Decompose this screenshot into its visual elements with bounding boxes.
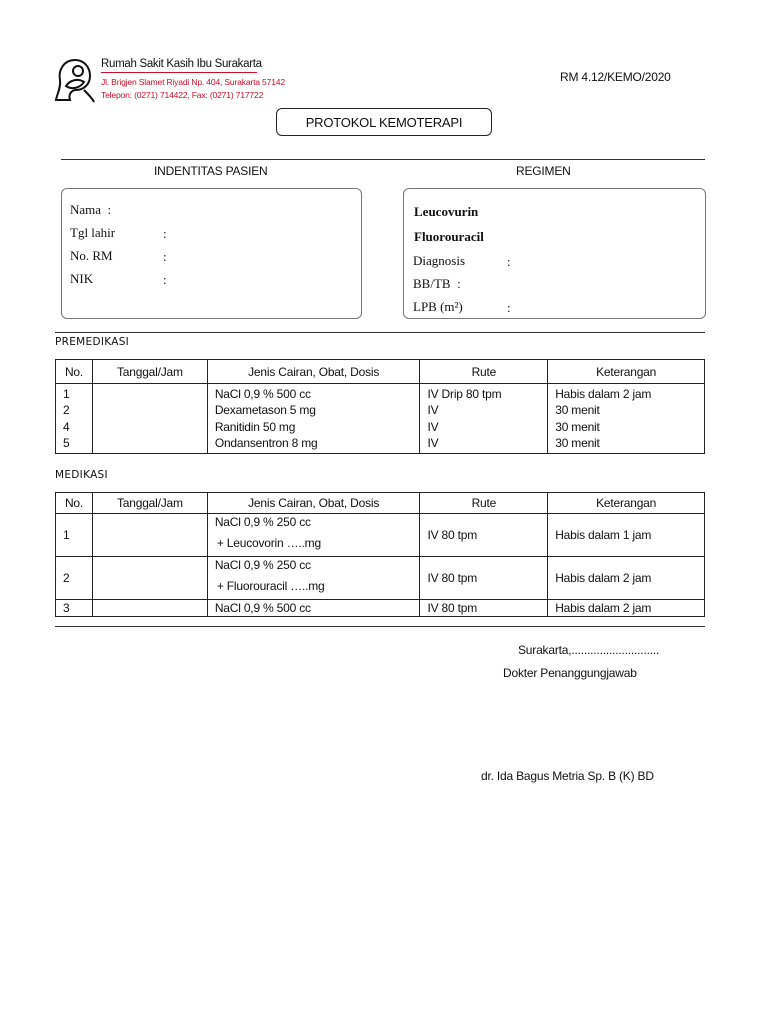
field-sep: : bbox=[163, 226, 167, 241]
col-header: Tanggal/Jam bbox=[92, 493, 207, 514]
cell-value: 30 menit bbox=[555, 419, 600, 434]
regimen-field-diagnosis[interactable] bbox=[413, 253, 465, 269]
cell-obat bbox=[207, 384, 420, 454]
divider bbox=[55, 626, 705, 627]
field-sep: : bbox=[507, 254, 511, 269]
cell-no: 3 bbox=[56, 600, 93, 617]
cell-value: 30 menit bbox=[555, 435, 600, 450]
regimen-drug-1: Leucovurin bbox=[414, 204, 479, 219]
field-sep: : bbox=[107, 202, 112, 217]
table-row bbox=[56, 384, 705, 454]
regimen-heading: REGIMEN bbox=[516, 164, 571, 178]
col-header: No. bbox=[56, 493, 93, 514]
cell-obat bbox=[207, 557, 420, 600]
signature-role: Dokter Penanggungjawab bbox=[503, 666, 637, 680]
cell-no bbox=[56, 384, 93, 454]
cell-value: 4 bbox=[63, 419, 70, 434]
col-header: Rute bbox=[420, 360, 548, 384]
cell-keterangan: Habis dalam 2 jam bbox=[548, 557, 705, 600]
cell-rute: IV 80 tpm bbox=[420, 557, 548, 600]
cell-value: 1 bbox=[63, 387, 70, 401]
field-sep: : bbox=[457, 276, 461, 291]
col-header: Tanggal/Jam bbox=[92, 360, 207, 384]
cell-value: IV bbox=[427, 403, 439, 418]
patient-field-tgl-lahir[interactable] bbox=[70, 225, 115, 241]
table-row bbox=[56, 557, 705, 600]
field-label: Nama bbox=[70, 202, 102, 217]
divider bbox=[55, 332, 705, 333]
regimen-field-bbtb[interactable] bbox=[413, 276, 461, 292]
divider bbox=[61, 159, 705, 160]
regimen-drug-2: Fluorouracil bbox=[414, 229, 484, 244]
cell-value: NaCl 0,9 % 500 cc bbox=[214, 387, 311, 401]
patient-field-no-rm[interactable] bbox=[70, 248, 113, 264]
cell-keterangan: Habis dalam 1 jam bbox=[548, 514, 705, 557]
cell-tanggal[interactable] bbox=[92, 557, 207, 600]
field-label: LPB (m²) bbox=[413, 299, 463, 314]
field-label: NIK bbox=[70, 271, 94, 286]
col-header: Jenis Cairan, Obat, Dosis bbox=[207, 493, 420, 514]
cell-keterangan bbox=[548, 384, 705, 454]
col-header: No. bbox=[56, 360, 93, 384]
cell-value: 30 menit bbox=[555, 403, 600, 418]
field-label: No. RM bbox=[70, 248, 113, 263]
cell-value[interactable]: + Leucovorin …..mg bbox=[216, 536, 321, 550]
hospital-address: Jl. Brigjen Slamet Riyadi Np. 404, Surakarta 57142 bbox=[101, 77, 285, 87]
cell-tanggal[interactable] bbox=[92, 384, 207, 454]
col-header: Rute bbox=[420, 493, 548, 514]
field-label: BB/TB bbox=[413, 276, 451, 291]
cell-value: 2 bbox=[63, 403, 70, 418]
header-underline bbox=[101, 72, 257, 73]
patient-field-nik[interactable] bbox=[70, 271, 93, 287]
medikasi-heading: MEDIKASI bbox=[55, 469, 108, 481]
cell-obat: NaCl 0,9 % 500 cc bbox=[207, 600, 420, 617]
field-label: Diagnosis bbox=[413, 253, 465, 268]
cell-rute: IV 80 tpm bbox=[420, 600, 548, 617]
document-code: RM 4.12/KEMO/2020 bbox=[560, 70, 671, 84]
col-header: Keterangan bbox=[548, 360, 705, 384]
field-label: Tgl lahir bbox=[70, 225, 116, 240]
cell-value: NaCl 0,9 % 250 cc bbox=[214, 558, 311, 572]
premedikasi-table bbox=[55, 359, 705, 454]
cell-rute bbox=[420, 384, 548, 454]
cell-no: 2 bbox=[56, 557, 93, 600]
regimen-field-lpb[interactable] bbox=[413, 299, 463, 315]
cell-value: Ondansentron 8 mg bbox=[214, 435, 318, 450]
cell-obat bbox=[207, 514, 420, 557]
col-header: Jenis Cairan, Obat, Dosis bbox=[207, 360, 420, 384]
patient-heading: INDENTITAS PASIEN bbox=[154, 164, 268, 178]
cell-value: IV Drip 80 tpm bbox=[427, 387, 502, 401]
cell-value: NaCl 0,9 % 250 cc bbox=[214, 515, 311, 529]
hospital-logo-icon bbox=[54, 56, 96, 104]
table-row bbox=[56, 514, 705, 557]
cell-rute: IV 80 tpm bbox=[420, 514, 548, 557]
cell-tanggal[interactable] bbox=[92, 514, 207, 557]
signature-doctor-name: dr. Ida Bagus Metria Sp. B (K) BD bbox=[481, 769, 654, 783]
cell-value: Ranitidin 50 mg bbox=[214, 419, 296, 434]
cell-no: 1 bbox=[56, 514, 93, 557]
hospital-name: Rumah Sakit Kasih Ibu Surakarta bbox=[101, 58, 262, 70]
field-sep: : bbox=[163, 272, 167, 287]
medikasi-table bbox=[55, 492, 705, 617]
page-title: PROTOKOL KEMOTERAPI bbox=[276, 108, 492, 136]
cell-value[interactable]: + Fluorouracil …..mg bbox=[216, 579, 325, 593]
table-header-row bbox=[56, 493, 705, 514]
cell-tanggal[interactable] bbox=[92, 600, 207, 617]
col-header: Keterangan bbox=[548, 493, 705, 514]
cell-value: IV bbox=[427, 419, 439, 434]
hospital-phone: Telepon: (0271) 714422, Fax: (0271) 717722 bbox=[101, 90, 264, 100]
cell-value: Dexametason 5 mg bbox=[214, 403, 316, 418]
signature-place-date: Surakarta,............................ bbox=[518, 643, 660, 657]
patient-field-nama[interactable] bbox=[70, 202, 111, 218]
field-sep: : bbox=[507, 300, 511, 315]
table-row bbox=[56, 600, 705, 617]
cell-keterangan: Habis dalam 2 jam bbox=[548, 600, 705, 617]
table-header-row bbox=[56, 360, 705, 384]
cell-value: Habis dalam 2 jam bbox=[555, 387, 652, 401]
cell-value: IV bbox=[427, 435, 439, 450]
cell-value: 5 bbox=[63, 435, 70, 450]
premedikasi-heading: PREMEDIKASI bbox=[55, 336, 130, 348]
field-sep: : bbox=[163, 249, 167, 264]
